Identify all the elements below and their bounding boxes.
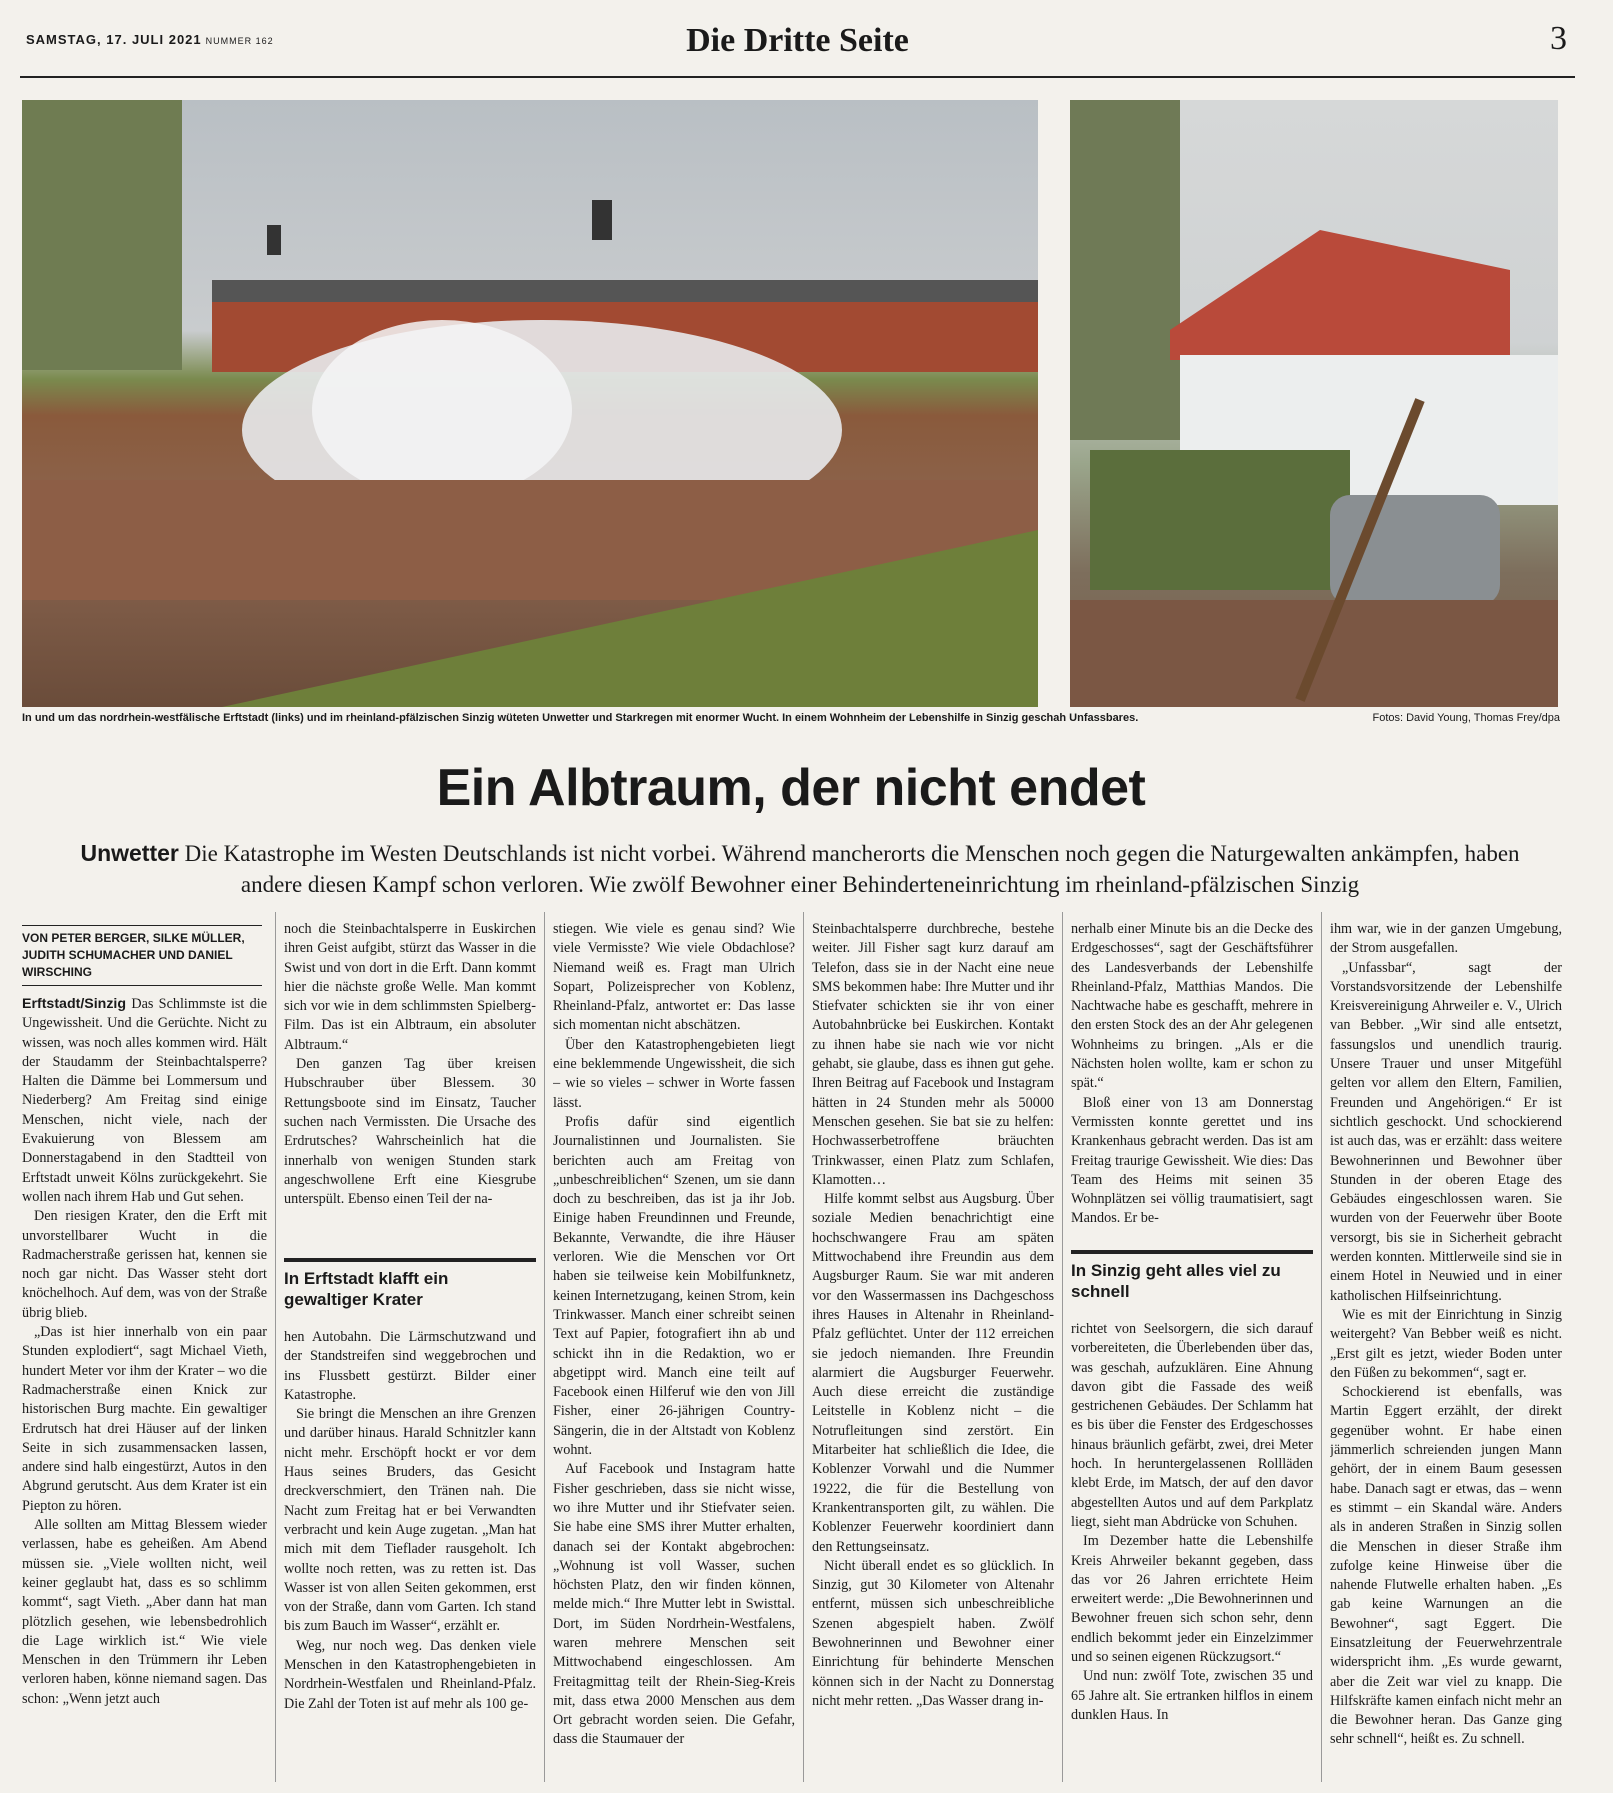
paragraph: Im Dezember hatte die Lebenshilfe Kreis Ahrweiler bekannt gegeben, dass das vor 26 Jahren errichtete Heim erweitert werde: „Die Bewohnerinnen und Bewohner freuen sich schon sehr, denn endlich bekommt jeder ein Einzelzimmer und so seinen eigenen Rückzugsort.“ — [1071, 1533, 1313, 1666]
paragraph: Auf Facebook und Instagram hatte Fisher geschrieben, dass sie nicht wisse, wo ihre Mutter und ihr Stiefvater seien. Sie habe eine SMS ihrer Mutter erhalten, danach sei der Kontakt abgebrochen: „Wohnung ist voll Wasser, suchen höchsten Platz, den wir finden können, melde mich.“ Ihre Mutter lebt in Swisttal. Dort, im Süden Nordrhein-Westfalens, waren mehrere Menschen seit Mittwochabend eingeschlossen. Am Freitagmittag teilt der Rhein-Sieg-Kreis mit, dass etwa 2000 Menschen aus dem Ort gebracht worden seien. Die Gefahr, dass die Staumauer der — [553, 1461, 795, 1748]
paragraph: richtet von Seelsorgern, die sich darauf vorbereiteten, die Überlebenden über das, was geschah, aufzuklären. Eine Ahnung davon gibt die Fassade des weiß gestrichenen Gebäudes. Der Schlamm hat es bis über die Fenster des Erdgeschosses hinaus bräunlich gefärbt, zwei, drei Meter hoch. In heruntergelassenen Rollläden klebt Erde, im Matsch, der auf den davor abgestellten Autos und auf dem Parkplatz liegt, sieht man Abdrücke von Schuhen. — [1071, 1321, 1313, 1530]
photo-erftstadt-flood — [22, 100, 1038, 707]
paragraph: Weg, nur noch weg. Das denken viele Menschen in den Katastrophengebieten in Nordrhein-Westfalen und Rheinland-Pfalz. Die Zahl der Toten ist auf mehr als 100 ge- — [284, 1637, 536, 1712]
ivy-wall — [22, 100, 182, 370]
paragraph: Wie es mit der Einrichtung in Sinzig weitergeht? Van Bebber weiß es nicht. „Erst gilt es jetzt, wieder Boden unter den Füßen zu bekommen“, sagt er. — [1330, 1306, 1562, 1381]
water-spray-2 — [312, 320, 572, 500]
highway-bridge — [212, 280, 1038, 302]
column-rule — [1321, 912, 1322, 1782]
byline: VON PETER BERGER, SILKE MÜLLER, JUDITH SCHUMACHER UND DANIEL WIRSCHING — [22, 925, 262, 986]
road-sign — [592, 200, 612, 240]
column-rule — [803, 912, 804, 1782]
deck-rubric: Unwetter — [80, 840, 179, 866]
photo-sinzig-home — [1070, 100, 1558, 707]
paragraph: Bloß einer von 13 am Donnerstag Vermissten konnte gerettet und ins Krankenhaus gebracht werden. Das ist am Freitag traurige Gewissheit. Wie dies: Das Team des Heims mit seinen 35 Wohnplätzen sei völlig traumatisiert, sagt Mandos. Er be- — [1071, 1094, 1313, 1227]
photo-sinzig-illustration — [1070, 100, 1558, 707]
hedge — [1090, 450, 1350, 590]
subhead-sinzig: In Sinzig geht alles viel zu schnell — [1071, 1250, 1313, 1302]
article-column-2-bottom — [284, 1328, 536, 1786]
paragraph: Sie bringt die Menschen an ihre Grenzen und darüber hinaus. Harald Schnitzler kann nicht mehr. Erschöpft hockt er vor dem Haus seines Bruders, das Gesicht dreckverschmiert, den Tränen nah. Die Nacht zum Freitag hat er bei Verwandten verbracht und kein Auge zugetan. „Man hat mich mit dem Tieflader rausgeholt. Ich wollte noch retten, was zu retten ist. Das Wasser ist von allen Seiten gekommen, erst von der Straße, dann vom Garten. Ich stand bis zum Bauch im Wasser“, erzählt er. — [284, 1406, 536, 1635]
article-column-4 — [812, 920, 1054, 1786]
column-rule — [1062, 912, 1063, 1782]
section-title: Die Dritte Seite — [686, 22, 909, 59]
paragraph: Und nun: zwölf Tote, zwischen 35 und 65 Jahre alt. Sie ertranken hilflos in einem dunklen Haus. In — [1071, 1668, 1313, 1723]
column-rule — [544, 912, 545, 1782]
subhead-erftstadt: In Erftstadt klafft ein gewaltiger Krater — [284, 1258, 536, 1310]
article-column-6 — [1330, 920, 1562, 1786]
paragraph: stiegen. Wie viele es genau sind? Wie viele Vermisste? Wie viele Obdachlose? Niemand weiß es. Fragt man Ulrich Sopart, Polizeisprecher von Koblenz, Rheinland-Pfalz, antwortet er: Das lasse sich momentan nicht abschätzen. — [553, 921, 795, 1034]
dateline-place: Erftstadt/Sinzig — [22, 996, 127, 1012]
paragraph: ihm war, wie in der ganzen Umgebung, der Strom ausgefallen. — [1330, 921, 1562, 957]
page-number: 3 — [1550, 20, 1567, 57]
paragraph: Alle sollten am Mittag Blessem wieder verlassen, habe es geheißen. Am Abend müssen sie. „Viele wollten nicht, weil keiner geglaubt hat, dass es so schlimm kommt“, sagt Vieth. „Aber dann hat man plötzlich gesehen, wie lebensbedrohlich die Lage wirklich ist.“ Wie viele Menschen in den Trümmern ihr Leben verloren haben, könne niemand sagen. Das schon: „Wenn jetzt auch — [22, 1517, 267, 1707]
paragraph: „Das ist hier innerhalb von ein paar Stunden explodiert“, sagt Michael Vieth, hundert Meter vor ihm der Krater – wo die Radmacherstraße einen Knick zur historischen Burg machte. Ein gewaltiger Erdrutsch hat drei Häuser auf der linken Seite in sich zusammensacken lassen, andere sind halb eingestürzt, Autos in den Abgrund gerutscht. Aus dem Krater ist ein Piepton zu hören. — [22, 1324, 267, 1514]
house-roof — [1170, 230, 1510, 360]
photo-caption: In und um das nordrhein-westfälische Erftstadt (links) und im rheinland-pfälzischen Sinzig wüteten Unwetter und Starkregen mit enormer Wucht. In einem Wohnheim der Lebenshilfe in Sinzig geschah Unfassbares. — [22, 712, 1139, 724]
article-column-3 — [553, 920, 795, 1786]
paragraph: Hilfe kommt selbst aus Augsburg. Über soziale Medien benachrichtigt eine hochschwangere Frau am späten Mittwochabend ihre Freundin aus dem Augsburger Raum. Sie war mit anderen vor den Wassermassen ins Dachgeschoss ihres Hauses in Altenahr in Rheinland-Pfalz geflüchtet. Unter der 112 erreichen sie jedoch niemanden. Ihre Freundin alarmiert die Augsburger Feuerwehr. Auch diese erreicht die zuständige Leitstelle in Koblenz nicht – die Notrufleitungen sind zerstört. Ein Mitarbeiter hat schließlich die Idee, die Koblenzer Vorwahl und die Nummer 19222, die für die Bestellung von Krankentransporten gilt, zu wählen. Die Koblenzer Feuerwehr koordiniert dann den Rettungseinsatz. — [812, 1191, 1054, 1555]
masthead — [20, 18, 1575, 78]
headline: Ein Albtraum, der nicht endet — [436, 759, 1146, 817]
article-column-5-bottom — [1071, 1320, 1313, 1786]
paragraph: noch die Steinbachtalsperre in Euskirchen ihren Geist aufgibt, stürzt das Wasser in die Swist und von dort in die Erft. Dann kommt hier die nächste große Welle. Man kommt sich vor wie in dem schlimmsten Spielberg-Film. Das ist ein Albtraum, ein absoluter Albtraum.“ — [284, 921, 536, 1053]
paragraph: Den ganzen Tag über kreisen Hubschrauber über Blessem. 30 Rettungsboote sind im Einsatz, Taucher suchen nach Vermissten. Die Ursache des Erdrutsches? Wahrscheinlich hat die innerhalb von wenigen Stunden stark angeschwollene Erft eine Kiesgrube unterspült. Ebenso einen Teil der na- — [284, 1056, 536, 1208]
paragraph: Profis dafür sind eigentlich Journalistinnen und Journalisten. Sie berichten auch am Freitag von „unbeschreiblichen“ Szenen, um sie dann doch zu beschreiben, das ist ja ihr Job. Einige haben Freundinnen und Freunde, Bekannte, Verwandte, die ihre Häuser verloren. Wie die Menschen vor Ort haben sie teilweise kein Mobilfunknetz, keinen Internetzugang, keinen Strom, kein Trinkwasser. Manch einer schreibt seinen Text auf Papier, fotografiert ihn ab und schickt ihn in die Redaktion, wo er abgetippt wird. Manch eine teilt auf Facebook einen Hilferuf wie den von Jill Fisher, einer 26-jährigen Country-Sängerin, die in der Altstadt von Koblenz wohnt. — [553, 1113, 795, 1459]
paragraph: nerhalb einer Minute bis an die Decke des Erdgeschosses“, sagt der Geschäftsführer des Landesverbands der Lebenshilfe Rheinland-Pfalz, Matthias Mandos. Die Nachtwache habe es geschafft, mehrere in den ersten Stock des an der Ahr gelegenen Wohnheims zu bringen. „Als er die Nächsten holen wollte, kam er schon zu spät.“ — [1071, 921, 1313, 1092]
paragraph: Den riesigen Krater, den die Erft mit unvorstellbarer Wucht in die Radmacherstraße gerissen hat, kennen sie noch gar nicht. Das Wasser steht dort knöchelhoch. Auf dem, was von der Straße übrig blieb. — [22, 1208, 267, 1321]
paragraph: Nicht überall endet es so glücklich. In Sinzig, gut 30 Kilometer von Altenahr entfernt, müssen sich unbeschreibliche Szenen abgespielt haben. Zwölf Bewohnerinnen und Bewohner einer Einrichtung für behinderte Menschen können sich in der Nacht zu Donnerstag nicht mehr retten. „Das Wasser drang in- — [812, 1557, 1054, 1709]
paragraph: Erftstadt/Sinzig Das Schlimmste ist die Ungewissheit. Und die Gerüchte. Nicht zu wissen, was noch alles kommen wird. Hält der Staudamm der Steinbachtalsperre? Halten die Dämme bei Lommersum und Niederberg? Am Freitag sind einige Menschen, nicht viele, nach der Evakuierung von Blessem am Donnerstagabend in den Stadtteil von Erftstadt unweit Kölns zurückgekehrt. Sie wollen nach ihrem Hab und Gut sehen. — [22, 996, 267, 1205]
photo-erftstadt-illustration — [22, 100, 1038, 707]
paragraph: „Unfassbar“, sagt der Vorstandsvorsitzende der Lebenshilfe Kreisvereinigung Ahrweiler e. V., Ulrich van Bebber. „Wir sind alle entsetzt, fassungslos und unendlich traurig. Unsere Trauer und unser Mitgefühl gelten vor allem den Eltern, Familien, Freunden und Angehörigen.“ Er ist sichtlich geschockt. Und schockierend ist auch das, was er erzählt: dass weitere Bewohnerinnen und Bewohner über Stunden in der oberen Etage des Gebäudes eingeschlossen waren. Sie wurden von der Feuerwehr über Boote versorgt, bis sie in Sicherheit gebracht werden konnten. Mittlerweile sind sie in einem Hotel in Neuwied und in einer katholischen Hilfseinrichtung. — [1330, 959, 1562, 1304]
deck-text: Die Katastrophe im Westen Deutschlands ist nicht vorbei. Während mancherorts die Menschen noch gegen die Naturgewalten ankämpfen, haben andere diesen Kampf schon verloren. Wie zwölf Bewohner einer Behinderteneinrichtung im rheinland-pfälzischen Sinzig — [178, 841, 1520, 897]
tree — [1070, 100, 1180, 440]
article-column-1 — [22, 995, 267, 1785]
paragraph: Steinbachtalsperre durchbreche, bestehe weiter. Jill Fisher sagt kurz darauf am Telefon, dass sie in der Nacht eine neue SMS bekommen habe: Ihre Mutter und ihr Stiefvater schickten sie ihr von einer Autobahnbrücke bei Euskirchen. Kontakt zu ihnen habe sie nach wie vor nicht gehabt, sie glaube, dass es ihnen gut gehe. Ihren Beitrag auf Facebook und Instagram hätten in 24 Stunden mehr als 50000 Menschen gesehen. Sie bat sie zu helfen: Hochwasserbetroffene bräuchten Trinkwasser, einen Platz zum Schlafen, Klamotten… — [812, 921, 1054, 1188]
paragraph: hen Autobahn. Die Lärmschutzwand und der Standstreifen sind weggebrochen und ins Flussbett gestürzt. Bilder einer Katastrophe. — [284, 1329, 536, 1403]
article-column-2-top — [284, 920, 536, 1250]
road-sign-2 — [267, 225, 281, 255]
paragraph: Über den Katastrophengebieten liegt eine beklemmende Ungewissheit, die sich – wie so vieles – schwer in Worte fassen lässt. — [553, 1036, 795, 1111]
photo-credit: Fotos: David Young, Thomas Frey/dpa — [1372, 712, 1560, 724]
issue-number: NUMMER 162 — [205, 36, 274, 46]
photo-caption-row — [22, 712, 1560, 730]
deck — [60, 838, 1540, 900]
article-column-5-top — [1071, 920, 1313, 1240]
column-rule — [275, 912, 276, 1782]
issue-date: SAMSTAG, 17. JULI 2021 — [26, 32, 202, 47]
paragraph: Schockierend ist ebenfalls, was Martin Eggert erzählt, der direkt gegenüber wohnt. Er habe einen jämmerlich schreienden jungen Mann gehört, der in einem Baum gesessen habe. Danach sagt er etwas, das – wenn es stimmt – ein Skandal wäre. Anders als in anderen Straßen in Sinzig sollen die Menschen in dieser Straße ihm zufolge keine Hinweise über die nahende Flutwelle erhalten haben. „Es gab keine Warnungen an die Bewohner“, sagt Eggert. Die Einsatzleitung der Feuerwehrzentrale widerspricht ihm. „Es wurde gewarnt, aber die Zeit war viel zu knapp. Die Hilfskräfte kamen einfach nicht mehr an die Bewohner heran. Das Ganze ging sehr schnell“, heißt es. Zu schnell. — [1330, 1384, 1562, 1748]
